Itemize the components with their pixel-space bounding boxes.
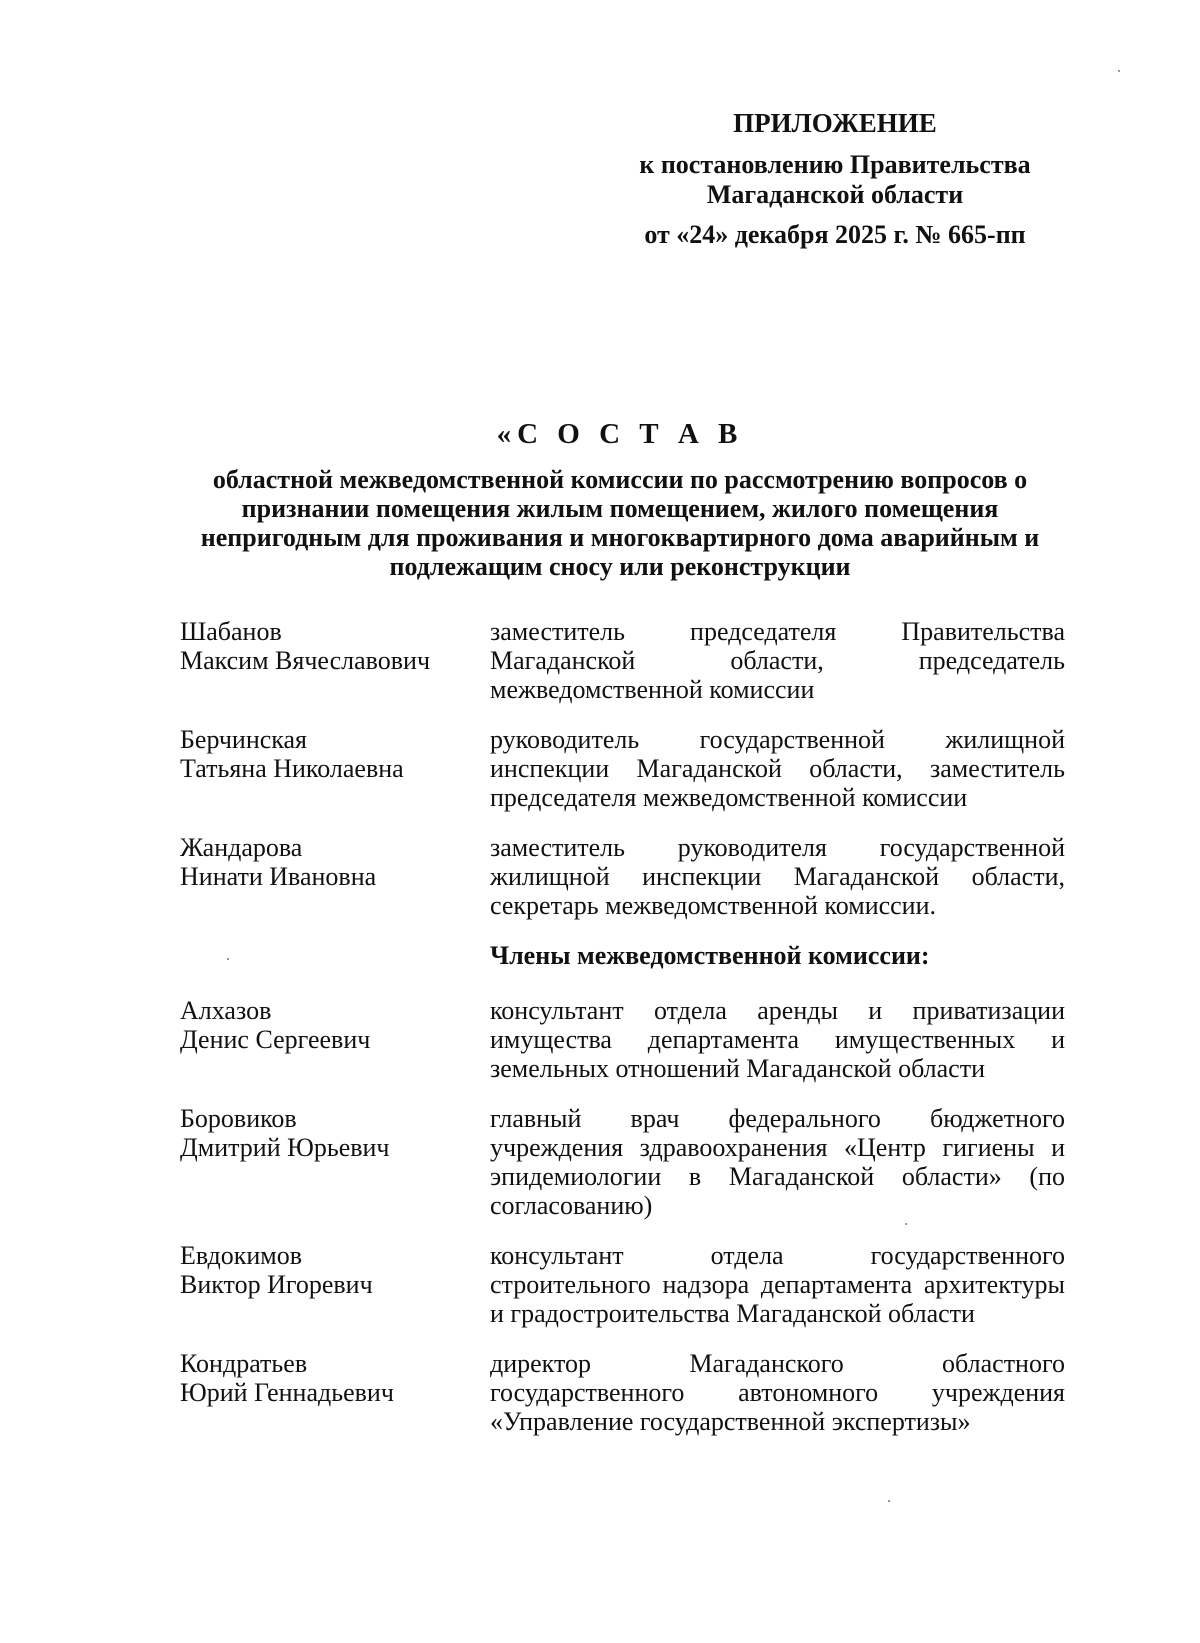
scan-speck xyxy=(227,958,229,960)
scan-speck xyxy=(905,1223,907,1225)
member-row xyxy=(180,833,1065,920)
composition-block xyxy=(150,418,1090,581)
member-name xyxy=(180,617,490,704)
appendix-line-1: к постановлению Правительства xyxy=(639,150,1031,179)
member-given-names: Татьяна Николаевна xyxy=(180,754,404,783)
member-given-names: Нинати Ивановна xyxy=(180,862,377,891)
member-list xyxy=(180,617,1065,1457)
member-given-names: Дмитрий Юрьевич xyxy=(180,1133,390,1162)
member-name xyxy=(180,1104,490,1220)
member-row xyxy=(180,725,1065,812)
scan-speck xyxy=(1118,70,1120,72)
member-given-names: Денис Сергеевич xyxy=(180,1025,371,1054)
member-surname: Жандарова xyxy=(180,833,303,862)
member-role: консультант отдела государственного строительного надзора департамента архитектуры и градостроительства Магаданской области xyxy=(490,1241,1065,1328)
member-row xyxy=(180,1349,1065,1436)
member-surname: Алхазов xyxy=(180,996,272,1025)
member-given-names: Максим Вячеславович xyxy=(180,646,431,675)
member-surname: Шабанов xyxy=(180,617,282,646)
member-role: руководитель государственной жилищной инспекции Магаданской области, заместитель председателя межведомственной комиссии xyxy=(490,725,1065,812)
member-name xyxy=(180,833,490,920)
member-row xyxy=(180,996,1065,1083)
member-name xyxy=(180,725,490,812)
member-given-names: Виктор Игоревич xyxy=(180,1270,373,1299)
members-section-heading: Члены межведомственной комиссии: xyxy=(490,941,930,970)
member-surname: Евдокимов xyxy=(180,1241,303,1270)
member-role: главный врач федерального бюджетного учреждения здравоохранения «Центр гигиены и эпидемиологии в Магаданской области» (по согласованию) xyxy=(490,1104,1065,1220)
appendix-line-2: Магаданской области xyxy=(706,180,964,209)
scan-speck xyxy=(888,1500,890,1502)
appendix-date: от «24» декабря 2025 г. № 665-пп xyxy=(644,220,1026,249)
member-role: консультант отдела аренды и приватизации имущества департамента имущественных и земельных отношений Магаданской области xyxy=(490,996,1065,1083)
member-role: заместитель председателя Правительства Магаданской области, председатель межведомственной комиссии xyxy=(490,617,1065,704)
appendix-header xyxy=(610,108,1060,250)
member-surname: Кондратьев xyxy=(180,1349,308,1378)
member-role: директор Магаданского областного государственного автономного учреждения «Управление государственной экспертизы» xyxy=(490,1349,1065,1436)
composition-subtitle: областной межведомственной комиссии по рассмотрению вопросов о признании помещения жилым помещением, жилого помещения непригодным для проживания и многоквартирного дома аварийным и подлежащим сносу или реконструкции xyxy=(200,465,1040,581)
member-given-names: Юрий Геннадьевич xyxy=(180,1378,394,1407)
member-name xyxy=(180,1349,490,1436)
composition-heading: «С О С Т А В xyxy=(496,418,744,450)
member-surname: Берчинская xyxy=(180,725,308,754)
member-role: заместитель руководителя государственной жилищной инспекции Магаданской области, секретарь межведомственной комиссии. xyxy=(490,833,1065,920)
member-row xyxy=(180,1104,1065,1220)
member-row xyxy=(180,1241,1065,1328)
appendix-title: ПРИЛОЖЕНИЕ xyxy=(733,108,937,138)
member-name xyxy=(180,996,490,1083)
member-row xyxy=(180,617,1065,704)
member-name xyxy=(180,1241,490,1328)
member-surname: Боровиков xyxy=(180,1104,297,1133)
